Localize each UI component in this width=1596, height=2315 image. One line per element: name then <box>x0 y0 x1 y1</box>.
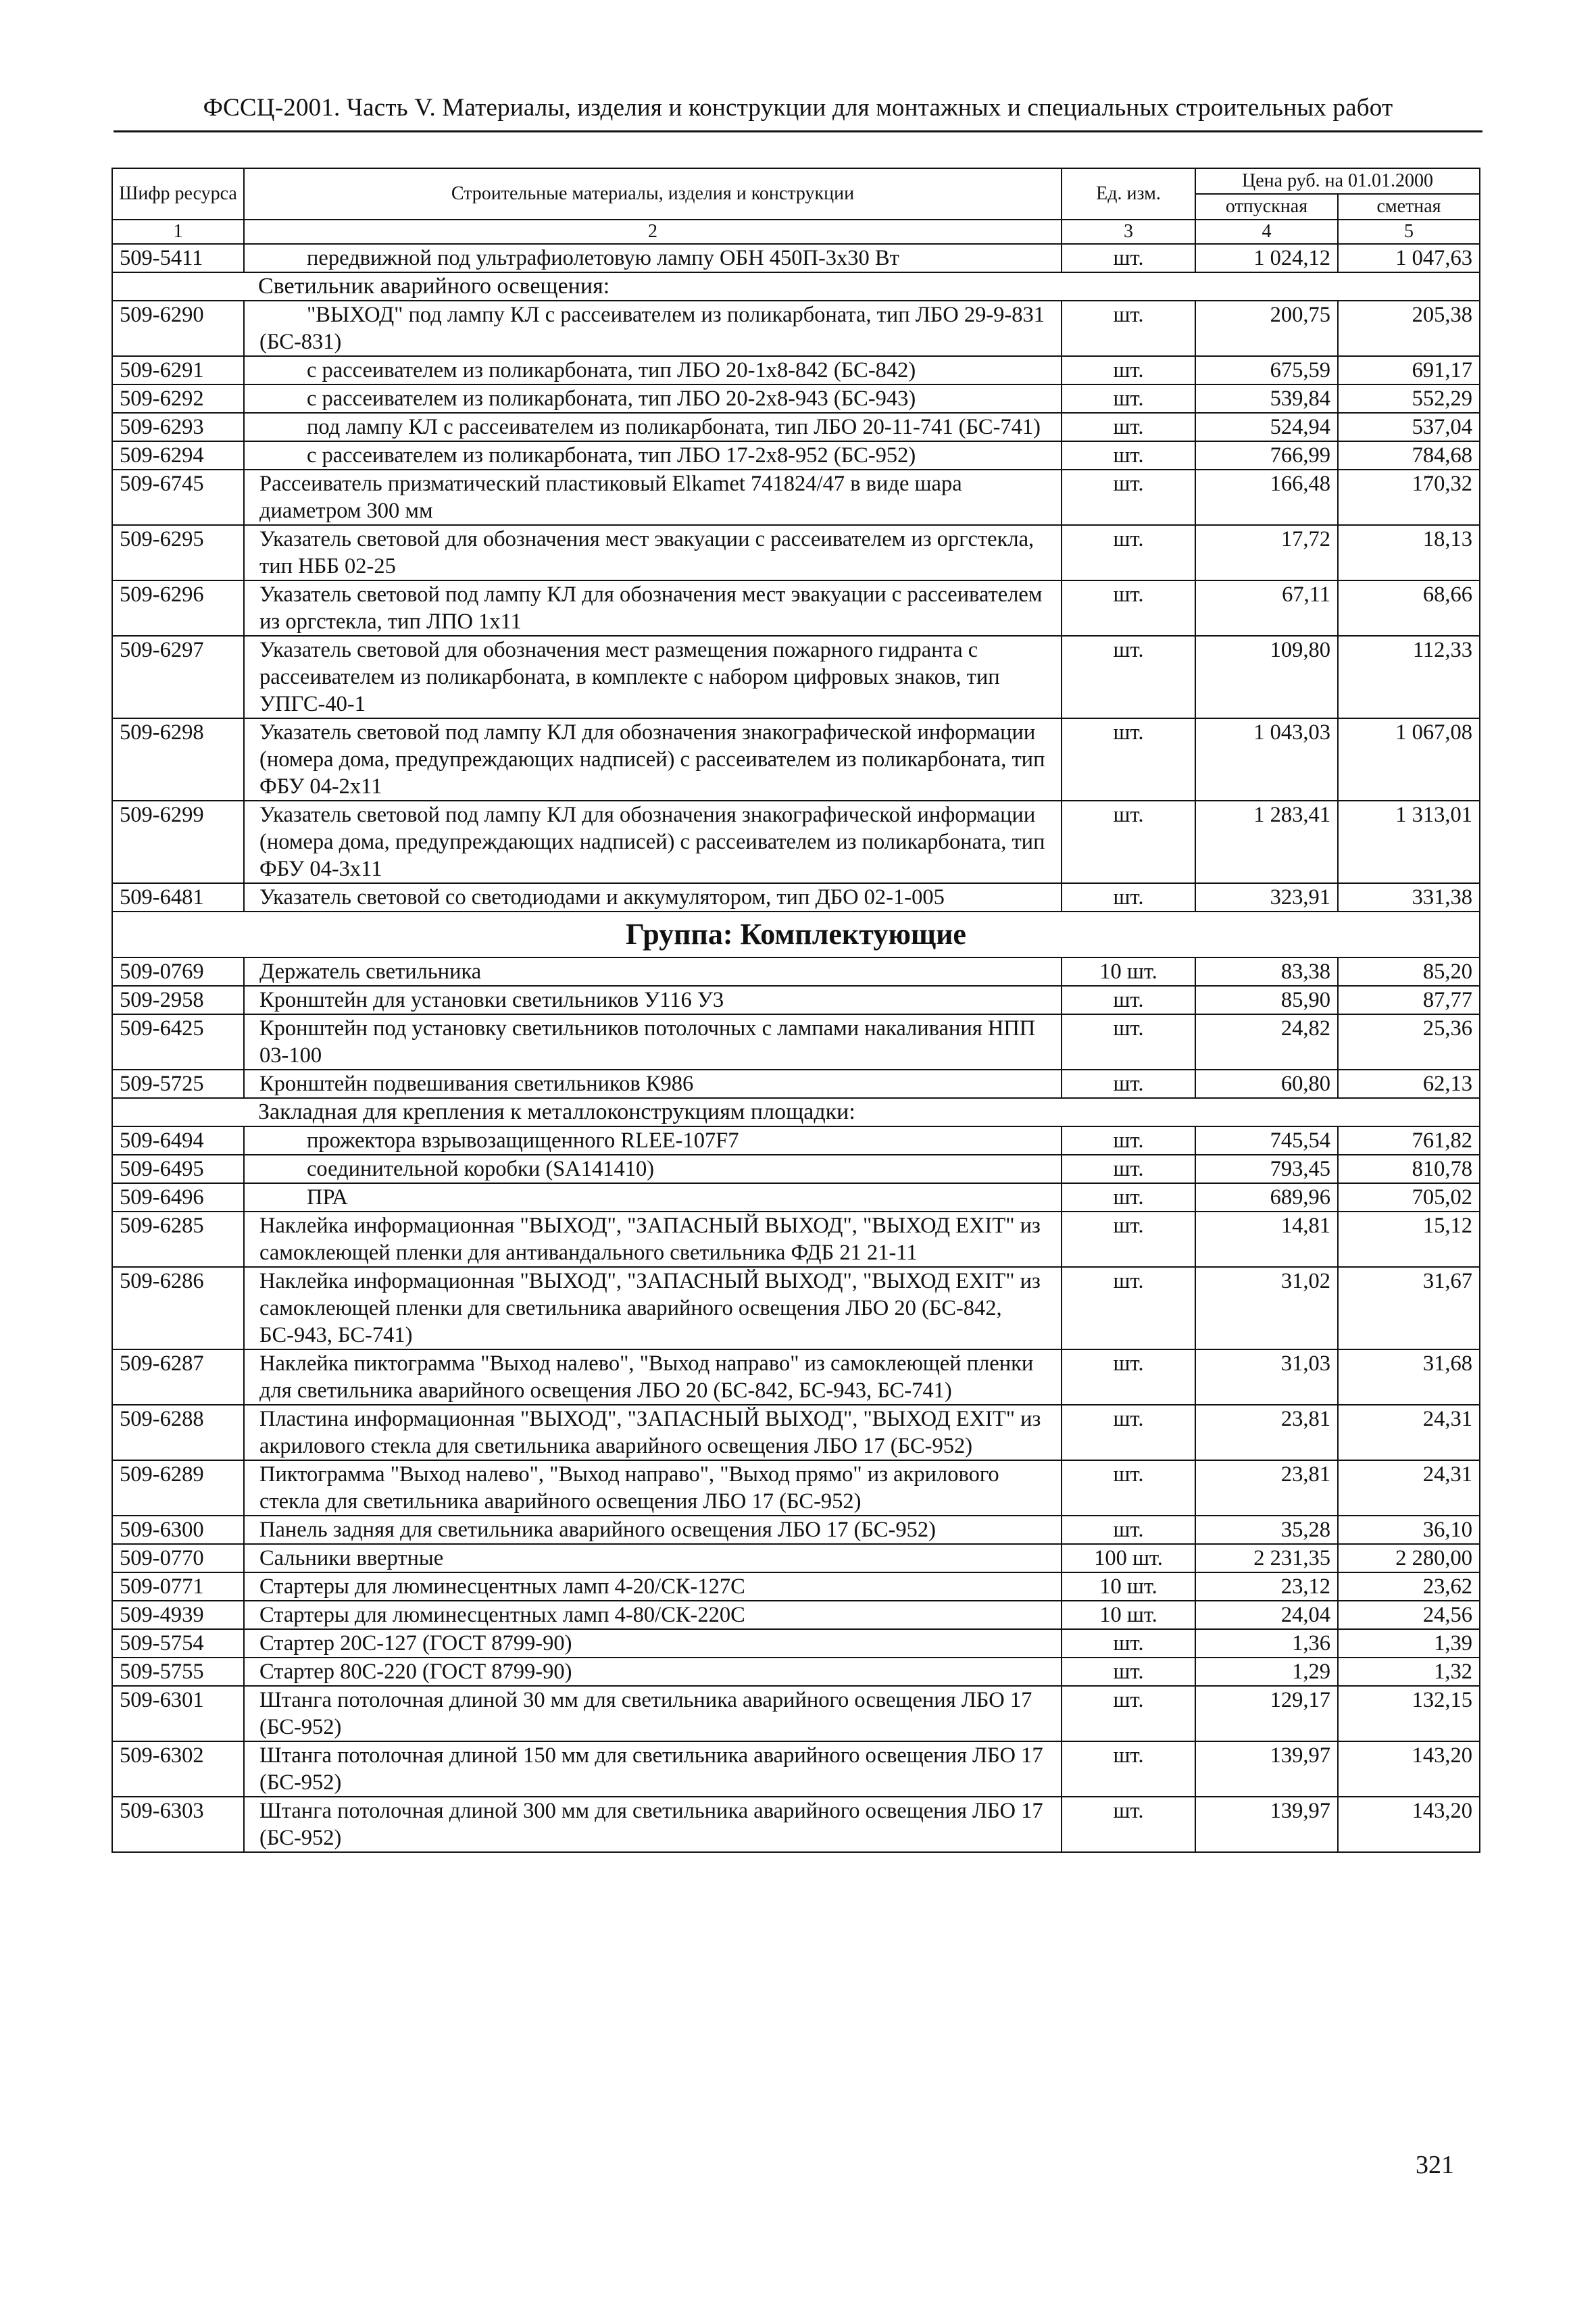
resource-code-cell: 509-6302 <box>112 1741 244 1797</box>
resource-code-cell: 509-6298 <box>112 718 244 801</box>
estimate-price-cell: 23,62 <box>1338 1572 1480 1601</box>
resource-code-cell: 509-6495 <box>112 1155 244 1183</box>
unit-cell: шт. <box>1062 1212 1195 1267</box>
page-number: 321 <box>1416 2151 1454 2179</box>
release-price-cell: 689,96 <box>1195 1183 1338 1212</box>
resource-code-cell: 509-5755 <box>112 1658 244 1686</box>
group-header-row <box>112 912 1480 957</box>
table-row <box>112 301 1480 356</box>
column-number: 4 <box>1195 220 1338 244</box>
estimate-price-cell: 1 047,63 <box>1338 244 1480 272</box>
resource-code-cell: 509-6297 <box>112 636 244 718</box>
release-price-cell: 323,91 <box>1195 883 1338 912</box>
table-row <box>112 470 1480 525</box>
material-name-cell: Стартеры для люминесцентных ламп 4-20/СК-127С <box>244 1572 1062 1601</box>
material-name-cell: Штанга потолочная длиной 150 мм для светильника аварийного освещения ЛБО 17 (БС-952) <box>244 1741 1062 1797</box>
release-price-cell: 129,17 <box>1195 1686 1338 1741</box>
release-price-cell: 2 231,35 <box>1195 1544 1338 1572</box>
column-number: 3 <box>1062 220 1195 244</box>
resource-code-cell: 509-6425 <box>112 1014 244 1070</box>
table-row <box>112 1629 1480 1658</box>
estimate-price-cell: 68,66 <box>1338 580 1480 636</box>
release-price-cell: 14,81 <box>1195 1212 1338 1267</box>
resource-code-cell: 509-6286 <box>112 1267 244 1349</box>
unit-cell: шт. <box>1062 1126 1195 1155</box>
resource-code-cell: 509-6496 <box>112 1183 244 1212</box>
estimate-price-cell: 1 313,01 <box>1338 801 1480 883</box>
release-price-cell: 60,80 <box>1195 1070 1338 1098</box>
resource-code-cell: 509-4939 <box>112 1601 244 1629</box>
material-name-cell: Штанга потолочная длиной 300 мм для светильника аварийного освещения ЛБО 17 (БС-952) <box>244 1797 1062 1852</box>
material-name-cell: Стартеры для люминесцентных ламп 4-80/СК-220С <box>244 1601 1062 1629</box>
resource-code-cell: 509-6303 <box>112 1797 244 1852</box>
unit-cell: шт. <box>1062 718 1195 801</box>
release-price-cell: 745,54 <box>1195 1126 1338 1155</box>
table-header <box>112 168 1480 244</box>
table-row <box>112 636 1480 718</box>
release-price-cell: 200,75 <box>1195 301 1338 356</box>
resource-code-cell: 509-6292 <box>112 384 244 413</box>
material-name-cell: Пластина информационная "ВЫХОД", "ЗАПАСНЫЙ ВЫХОД", "ВЫХОД EXIT" из акрилового стекла для светильника аварийного освещения ЛБО 17 (БС-952) <box>244 1405 1062 1460</box>
unit-cell: шт. <box>1062 1686 1195 1741</box>
material-name-cell: соединительной коробки (SA141410) <box>244 1155 1062 1183</box>
release-price-cell: 793,45 <box>1195 1155 1338 1183</box>
column-header-release-price: отпускная <box>1195 194 1338 220</box>
table-row <box>112 1405 1480 1460</box>
material-name-cell: Указатель световой под лампу КЛ для обозначения знакографической информации (номера дома, предупреждающих надписей) с рассеивателем из поликарбоната, тип ФБУ 04-2х11 <box>244 718 1062 801</box>
table-row <box>112 384 1480 413</box>
table-row <box>112 1014 1480 1070</box>
column-header-code: Шифр ресурса <box>112 168 244 220</box>
estimate-price-cell: 87,77 <box>1338 986 1480 1014</box>
resource-code-cell: 509-0771 <box>112 1572 244 1601</box>
unit-cell: 10 шт. <box>1062 1601 1195 1629</box>
table-row <box>112 413 1480 441</box>
unit-cell: шт. <box>1062 636 1195 718</box>
release-price-cell: 1 024,12 <box>1195 244 1338 272</box>
estimate-price-cell: 691,17 <box>1338 356 1480 384</box>
resource-code-cell: 509-5754 <box>112 1629 244 1658</box>
release-price-cell: 23,81 <box>1195 1460 1338 1516</box>
material-name-cell: Рассеиватель призматический пластиковый Elkamet 741824/47 в виде шара диаметром 300 мм <box>244 470 1062 525</box>
material-name-cell: Пиктограмма "Выход налево", "Выход направо", "Выход прямо" из акрилового стекла для светильника аварийного освещения ЛБО 17 (БС-952) <box>244 1460 1062 1516</box>
unit-cell: шт. <box>1062 1629 1195 1658</box>
estimate-price-cell: 31,68 <box>1338 1349 1480 1405</box>
release-price-cell: 35,28 <box>1195 1516 1338 1544</box>
estimate-price-cell: 1,32 <box>1338 1658 1480 1686</box>
unit-cell: шт. <box>1062 413 1195 441</box>
release-price-cell: 23,81 <box>1195 1405 1338 1460</box>
release-price-cell: 23,12 <box>1195 1572 1338 1601</box>
material-name-cell: с рассеивателем из поликарбоната, тип ЛБО 20-1х8-842 (БС-842) <box>244 356 1062 384</box>
resource-code-cell: 509-6288 <box>112 1405 244 1460</box>
release-price-cell: 85,90 <box>1195 986 1338 1014</box>
material-name-cell: Указатель световой для обозначения мест размещения пожарного гидранта с рассеивателем из поликарбоната, в комплекте с набором цифровых знаков, тип УПГС-40-1 <box>244 636 1062 718</box>
estimate-price-cell: 705,02 <box>1338 1183 1480 1212</box>
material-name-cell: Указатель световой со светодиодами и аккумулятором, тип ДБО 02-1-005 <box>244 883 1062 912</box>
estimate-price-cell: 537,04 <box>1338 413 1480 441</box>
unit-cell: шт. <box>1062 1658 1195 1686</box>
estimate-price-cell: 810,78 <box>1338 1155 1480 1183</box>
table-row <box>112 1212 1480 1267</box>
release-price-cell: 17,72 <box>1195 525 1338 580</box>
table-row <box>112 1572 1480 1601</box>
material-name-cell: Указатель световой для обозначения мест эвакуации с рассеивателем из оргстекла, тип НББ 02-25 <box>244 525 1062 580</box>
unit-cell: 10 шт. <box>1062 957 1195 986</box>
resource-code-cell: 509-6287 <box>112 1349 244 1405</box>
unit-cell: шт. <box>1062 356 1195 384</box>
resource-code-cell: 509-0769 <box>112 957 244 986</box>
release-price-cell: 109,80 <box>1195 636 1338 718</box>
resource-code-cell: 509-6295 <box>112 525 244 580</box>
table-row <box>112 1349 1480 1405</box>
resource-code-cell: 509-6745 <box>112 470 244 525</box>
estimate-price-cell: 132,15 <box>1338 1686 1480 1741</box>
estimate-price-cell: 1,39 <box>1338 1629 1480 1658</box>
estimate-price-cell: 331,38 <box>1338 883 1480 912</box>
table-row <box>112 986 1480 1014</box>
table-row <box>112 525 1480 580</box>
release-price-cell: 539,84 <box>1195 384 1338 413</box>
material-name-cell: Держатель светильника <box>244 957 1062 986</box>
table-row <box>112 1741 1480 1797</box>
resource-code-cell: 509-6290 <box>112 301 244 356</box>
material-name-cell: Указатель световой под лампу КЛ для обозначения мест эвакуации с рассеивателем из оргстекла, тип ЛПО 1х11 <box>244 580 1062 636</box>
estimate-price-cell: 85,20 <box>1338 957 1480 986</box>
estimate-price-cell: 552,29 <box>1338 384 1480 413</box>
release-price-cell: 524,94 <box>1195 413 1338 441</box>
unit-cell: шт. <box>1062 525 1195 580</box>
estimate-price-cell: 15,12 <box>1338 1212 1480 1267</box>
estimate-price-cell: 24,56 <box>1338 1601 1480 1629</box>
material-name-cell: Стартер 80С-220 (ГОСТ 8799-90) <box>244 1658 1062 1686</box>
table-row <box>112 356 1480 384</box>
resource-code-cell: 509-6296 <box>112 580 244 636</box>
unit-cell: шт. <box>1062 384 1195 413</box>
estimate-price-cell: 24,31 <box>1338 1460 1480 1516</box>
column-number-row <box>112 220 1480 244</box>
column-number: 5 <box>1338 220 1480 244</box>
section-header-row <box>112 272 1480 301</box>
unit-cell: шт. <box>1062 1349 1195 1405</box>
release-price-cell: 166,48 <box>1195 470 1338 525</box>
estimate-price-cell: 31,67 <box>1338 1267 1480 1349</box>
unit-cell: шт. <box>1062 1014 1195 1070</box>
table-row <box>112 441 1480 470</box>
table-row <box>112 801 1480 883</box>
release-price-cell: 139,97 <box>1195 1741 1338 1797</box>
table-row <box>112 1126 1480 1155</box>
release-price-cell: 1,36 <box>1195 1629 1338 1658</box>
material-name-cell: Наклейка пиктограмма "Выход налево", "Выход направо" из самоклеющей пленки для светильника аварийного освещения ЛБО 20 (БС-842, БС-943, БС-741) <box>244 1349 1062 1405</box>
table-row <box>112 1460 1480 1516</box>
release-price-cell: 31,03 <box>1195 1349 1338 1405</box>
unit-cell: шт. <box>1062 801 1195 883</box>
estimate-price-cell: 784,68 <box>1338 441 1480 470</box>
table-row <box>112 1544 1480 1572</box>
unit-cell: шт. <box>1062 1516 1195 1544</box>
unit-cell: шт. <box>1062 1741 1195 1797</box>
estimate-price-cell: 62,13 <box>1338 1070 1480 1098</box>
column-header-estimate-price: сметная <box>1338 194 1480 220</box>
price-table <box>111 168 1480 1853</box>
table-row <box>112 1601 1480 1629</box>
release-price-cell: 766,99 <box>1195 441 1338 470</box>
table-row <box>112 1267 1480 1349</box>
section-title: Закладная для крепления к металлоконструкциям площадки: <box>112 1098 1480 1126</box>
section-header-row <box>112 1098 1480 1126</box>
table-body <box>112 244 1480 1852</box>
release-price-cell: 1 043,03 <box>1195 718 1338 801</box>
material-name-cell: Панель задняя для светильника аварийного освещения ЛБО 17 (БС-952) <box>244 1516 1062 1544</box>
table-row <box>112 1658 1480 1686</box>
estimate-price-cell: 112,33 <box>1338 636 1480 718</box>
unit-cell: 10 шт. <box>1062 1572 1195 1601</box>
material-name-cell: прожектора взрывозащищенного RLEE-107F7 <box>244 1126 1062 1155</box>
unit-cell: шт. <box>1062 470 1195 525</box>
table-row <box>112 1183 1480 1212</box>
unit-cell: шт. <box>1062 1183 1195 1212</box>
table-row <box>112 957 1480 986</box>
unit-cell: шт. <box>1062 441 1195 470</box>
table-row <box>112 580 1480 636</box>
header-divider <box>114 130 1482 132</box>
material-name-cell: Кронштейн под установку светильников потолочных с лампами накаливания НПП 03-100 <box>244 1014 1062 1070</box>
material-name-cell: с рассеивателем из поликарбоната, тип ЛБО 17-2х8-952 (БС-952) <box>244 441 1062 470</box>
section-title: Светильник аварийного освещения: <box>112 272 1480 301</box>
unit-cell: шт. <box>1062 1155 1195 1183</box>
resource-code-cell: 509-6299 <box>112 801 244 883</box>
material-name-cell: под лампу КЛ с рассеивателем из поликарбоната, тип ЛБО 20-11-741 (БС-741) <box>244 413 1062 441</box>
table-row <box>112 244 1480 272</box>
material-name-cell: ПРА <box>244 1183 1062 1212</box>
unit-cell: шт. <box>1062 244 1195 272</box>
release-price-cell: 24,04 <box>1195 1601 1338 1629</box>
material-name-cell: Сальники ввертные <box>244 1544 1062 1572</box>
material-name-cell: Кронштейн для установки светильников У116 У3 <box>244 986 1062 1014</box>
estimate-price-cell: 143,20 <box>1338 1797 1480 1852</box>
table-row <box>112 1070 1480 1098</box>
resource-code-cell: 509-6291 <box>112 356 244 384</box>
estimate-price-cell: 761,82 <box>1338 1126 1480 1155</box>
table-row <box>112 718 1480 801</box>
estimate-price-cell: 170,32 <box>1338 470 1480 525</box>
unit-cell: шт. <box>1062 986 1195 1014</box>
resource-code-cell: 509-0770 <box>112 1544 244 1572</box>
unit-cell: шт. <box>1062 1267 1195 1349</box>
material-name-cell: Стартер 20С-127 (ГОСТ 8799-90) <box>244 1629 1062 1658</box>
resource-code-cell: 509-6494 <box>112 1126 244 1155</box>
resource-code-cell: 509-6293 <box>112 413 244 441</box>
page-header: ФССЦ-2001. Часть V. Материалы, изделия и конструкции для монтажных и специальных строительных работ <box>203 94 1393 122</box>
resource-code-cell: 509-6300 <box>112 1516 244 1544</box>
unit-cell: шт. <box>1062 301 1195 356</box>
release-price-cell: 24,82 <box>1195 1014 1338 1070</box>
material-name-cell: Кронштейн подвешивания светильников К986 <box>244 1070 1062 1098</box>
table-row <box>112 1797 1480 1852</box>
resource-code-cell: 509-6481 <box>112 883 244 912</box>
resource-code-cell: 509-6285 <box>112 1212 244 1267</box>
table-row <box>112 1686 1480 1741</box>
unit-cell: шт. <box>1062 580 1195 636</box>
estimate-price-cell: 24,31 <box>1338 1405 1480 1460</box>
unit-cell: шт. <box>1062 883 1195 912</box>
release-price-cell: 31,02 <box>1195 1267 1338 1349</box>
resource-code-cell: 509-6289 <box>112 1460 244 1516</box>
unit-cell: шт. <box>1062 1460 1195 1516</box>
column-number: 2 <box>244 220 1062 244</box>
release-price-cell: 675,59 <box>1195 356 1338 384</box>
unit-cell: шт. <box>1062 1070 1195 1098</box>
release-price-cell: 1 283,41 <box>1195 801 1338 883</box>
estimate-price-cell: 18,13 <box>1338 525 1480 580</box>
unit-cell: шт. <box>1062 1797 1195 1852</box>
release-price-cell: 67,11 <box>1195 580 1338 636</box>
release-price-cell: 83,38 <box>1195 957 1338 986</box>
column-number: 1 <box>112 220 244 244</box>
table-row <box>112 1516 1480 1544</box>
table-row <box>112 883 1480 912</box>
unit-cell: шт. <box>1062 1405 1195 1460</box>
material-name-cell: с рассеивателем из поликарбоната, тип ЛБО 20-2х8-943 (БС-943) <box>244 384 1062 413</box>
column-header-name: Строительные материалы, изделия и конструкции <box>244 168 1062 220</box>
estimate-price-cell: 1 067,08 <box>1338 718 1480 801</box>
column-header-unit: Ед. изм. <box>1062 168 1195 220</box>
table-row <box>112 1155 1480 1183</box>
estimate-price-cell: 36,10 <box>1338 1516 1480 1544</box>
group-title: Группа: Комплектующие <box>112 912 1480 957</box>
material-name-cell: Штанга потолочная длиной 30 мм для светильника аварийного освещения ЛБО 17 (БС-952) <box>244 1686 1062 1741</box>
release-price-cell: 1,29 <box>1195 1658 1338 1686</box>
resource-code-cell: 509-5725 <box>112 1070 244 1098</box>
material-name-cell: "ВЫХОД" под лампу КЛ с рассеивателем из поликарбоната, тип ЛБО 29-9-831 (БС-831) <box>244 301 1062 356</box>
estimate-price-cell: 143,20 <box>1338 1741 1480 1797</box>
estimate-price-cell: 25,36 <box>1338 1014 1480 1070</box>
resource-code-cell: 509-6294 <box>112 441 244 470</box>
resource-code-cell: 509-6301 <box>112 1686 244 1741</box>
material-name-cell: передвижной под ультрафиолетовую лампу ОБН 450П-3х30 Вт <box>244 244 1062 272</box>
estimate-price-cell: 205,38 <box>1338 301 1480 356</box>
resource-code-cell: 509-5411 <box>112 244 244 272</box>
release-price-cell: 139,97 <box>1195 1797 1338 1852</box>
estimate-price-cell: 2 280,00 <box>1338 1544 1480 1572</box>
column-header-price: Цена руб. на 01.01.2000 <box>1195 168 1480 194</box>
resource-code-cell: 509-2958 <box>112 986 244 1014</box>
material-name-cell: Указатель световой под лампу КЛ для обозначения знакографической информации (номера дома, предупреждающих надписей) с рассеивателем из поликарбоната, тип ФБУ 04-3х11 <box>244 801 1062 883</box>
material-name-cell: Наклейка информационная "ВЫХОД", "ЗАПАСНЫЙ ВЫХОД", "ВЫХОД EXIT" из самоклеющей пленки для светильника аварийного освещения ЛБО 20 (БС-842, БС-943, БС-741) <box>244 1267 1062 1349</box>
material-name-cell: Наклейка информационная "ВЫХОД", "ЗАПАСНЫЙ ВЫХОД", "ВЫХОД EXIT" из самоклеющей пленки для антивандального светильника ФДБ 21 21-11 <box>244 1212 1062 1267</box>
unit-cell: 100 шт. <box>1062 1544 1195 1572</box>
